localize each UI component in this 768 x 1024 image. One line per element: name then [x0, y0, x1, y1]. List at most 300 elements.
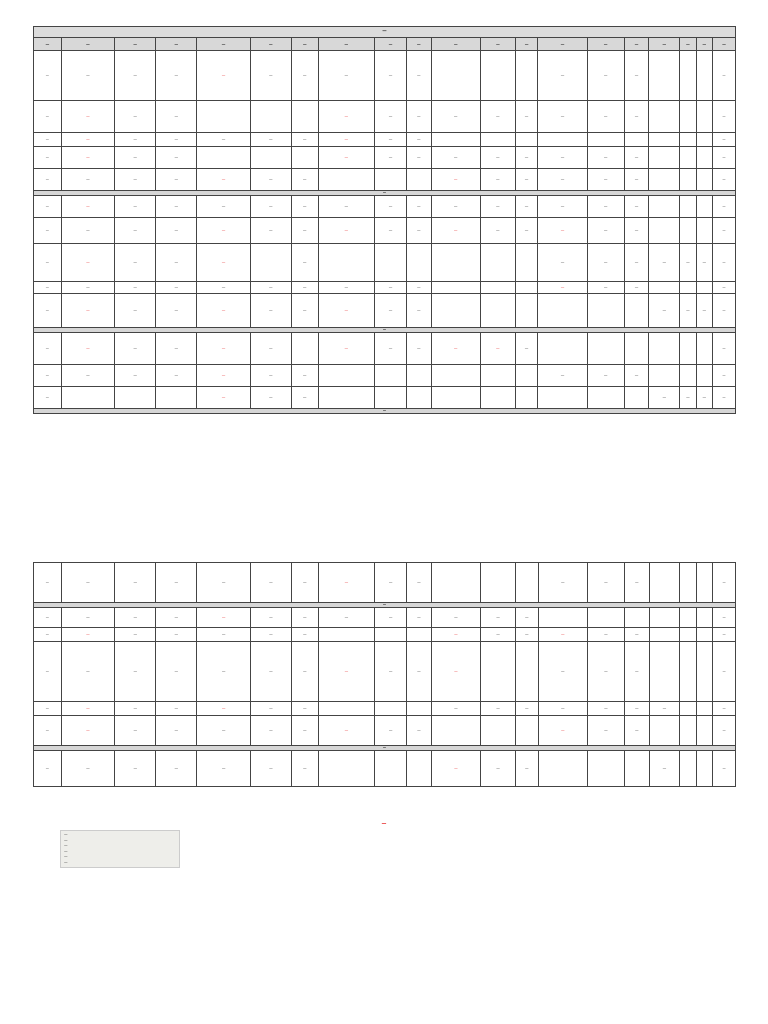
schedule-cell: [696, 333, 712, 365]
schedule-cell: [696, 51, 712, 101]
schedule-cell: —: [291, 716, 318, 746]
schedule-cell: —: [481, 608, 516, 628]
schedule-cell: —: [156, 169, 197, 191]
schedule-cell: [406, 387, 431, 409]
schedule-cell: —: [649, 244, 680, 282]
schedule-cell: —: [538, 282, 587, 294]
schedule-cell: —: [624, 628, 649, 642]
schedule-cell: —: [624, 218, 649, 244]
schedule-cell: —: [375, 563, 407, 603]
schedule-cell: —: [624, 702, 649, 716]
schedule-cell: [624, 751, 649, 787]
column-header: —: [480, 38, 515, 51]
schedule-cell: [480, 244, 515, 282]
schedule-cell: —: [156, 294, 197, 328]
day-cell: —: [34, 133, 62, 147]
schedule-row: [34, 716, 736, 746]
week-divider-text: —: [34, 328, 736, 333]
day-cell: —: [34, 244, 62, 282]
schedule-cell: —: [431, 147, 480, 169]
schedule-cell: [696, 608, 712, 628]
schedule-cell: [375, 387, 407, 409]
schedule-cell: —: [406, 218, 431, 244]
schedule-cell: —: [318, 101, 375, 133]
schedule-cell: [197, 101, 250, 133]
schedule-cell: —: [318, 282, 375, 294]
schedule-row: [34, 642, 736, 702]
schedule-cell: —: [291, 133, 318, 147]
schedule-cell: —: [115, 244, 156, 282]
schedule-cell: —: [250, 365, 291, 387]
schedule-cell: —: [480, 196, 515, 218]
column-header: —: [624, 38, 649, 51]
schedule-cell: —: [318, 608, 375, 628]
schedule-cell: [431, 282, 480, 294]
schedule-cell: —: [115, 133, 156, 147]
day-cell: —: [713, 333, 736, 365]
schedule-page-1: [0, 0, 768, 490]
schedule-cell: [538, 294, 587, 328]
schedule-cell: —: [538, 196, 587, 218]
schedule-cell: —: [375, 608, 407, 628]
schedule-cell: —: [515, 147, 538, 169]
schedule-cell: [250, 244, 291, 282]
legend-item: —: [64, 832, 68, 836]
day-cell: —: [34, 169, 62, 191]
schedule-cell: [649, 282, 680, 294]
schedule-cell: —: [680, 387, 696, 409]
schedule-cell: —: [318, 333, 375, 365]
schedule-page-2: [0, 562, 768, 1024]
schedule-cell: [375, 702, 407, 716]
schedule-cell: [587, 333, 624, 365]
schedule-cell: —: [375, 294, 407, 328]
schedule-cell: —: [197, 365, 250, 387]
schedule-cell: —: [431, 751, 480, 787]
schedule-cell: —: [431, 333, 480, 365]
schedule-cell: —: [61, 751, 114, 787]
day-cell: —: [713, 702, 736, 716]
schedule-cell: —: [431, 642, 480, 702]
schedule-cell: [156, 387, 197, 409]
schedule-row: [34, 51, 736, 101]
schedule-cell: —: [587, 702, 624, 716]
schedule-cell: —: [291, 563, 318, 603]
legend-item: —: [64, 859, 68, 864]
schedule-cell: [431, 563, 480, 603]
schedule-cell: —: [481, 751, 516, 787]
schedule-cell: [407, 628, 432, 642]
schedule-cell: —: [197, 333, 250, 365]
schedule-cell: —: [291, 387, 318, 409]
column-header: —: [115, 38, 156, 51]
schedule-cell: [480, 51, 515, 101]
schedule-cell: —: [156, 716, 197, 746]
schedule-cell: —: [61, 563, 114, 603]
schedule-cell: [649, 608, 680, 628]
schedule-cell: —: [61, 608, 114, 628]
schedule-cell: [680, 716, 696, 746]
schedule-cell: —: [291, 628, 318, 642]
schedule-cell: —: [291, 365, 318, 387]
schedule-cell: [515, 133, 538, 147]
schedule-cell: —: [156, 51, 197, 101]
schedule-cell: —: [406, 133, 431, 147]
schedule-cell: [649, 642, 680, 702]
schedule-cell: —: [649, 702, 680, 716]
schedule-cell: —: [407, 563, 432, 603]
schedule-cell: —: [375, 716, 407, 746]
schedule-cell: —: [61, 133, 114, 147]
schedule-cell: —: [538, 365, 587, 387]
schedule-cell: [696, 218, 712, 244]
schedule-cell: —: [156, 563, 197, 603]
schedule-cell: —: [538, 147, 587, 169]
schedule-cell: —: [291, 282, 318, 294]
schedule-cell: [649, 51, 680, 101]
schedule-cell: —: [115, 333, 156, 365]
schedule-cell: [431, 387, 480, 409]
schedule-cell: [480, 294, 515, 328]
schedule-cell: —: [538, 563, 587, 603]
schedule-cell: [696, 751, 712, 787]
schedule-cell: —: [515, 218, 538, 244]
schedule-cell: [515, 365, 538, 387]
column-header: —: [649, 38, 680, 51]
schedule-cell: —: [197, 702, 250, 716]
schedule-cell: —: [250, 51, 291, 101]
schedule-cell: —: [115, 563, 156, 603]
schedule-cell: —: [115, 147, 156, 169]
schedule-cell: —: [481, 702, 516, 716]
schedule-cell: [680, 282, 696, 294]
schedule-cell: —: [156, 133, 197, 147]
schedule-cell: —: [61, 282, 114, 294]
column-header: —: [318, 38, 375, 51]
schedule-cell: —: [624, 244, 649, 282]
schedule-cell: —: [406, 147, 431, 169]
schedule-cell: —: [61, 333, 114, 365]
schedule-cell: [431, 716, 480, 746]
schedule-cell: —: [115, 196, 156, 218]
schedule-cell: [406, 365, 431, 387]
day-cell: —: [713, 563, 736, 603]
schedule-cell: [318, 628, 375, 642]
column-header: —: [197, 38, 250, 51]
schedule-title: —: [34, 27, 736, 38]
column-header: —: [250, 38, 291, 51]
schedule-cell: [649, 101, 680, 133]
schedule-cell: —: [624, 563, 649, 603]
schedule-cell: [680, 196, 696, 218]
day-cell: —: [713, 282, 736, 294]
schedule-cell: —: [250, 751, 291, 787]
schedule-row: [34, 628, 736, 642]
schedule-cell: —: [61, 716, 114, 746]
schedule-cell: —: [515, 608, 538, 628]
header-row: [34, 38, 736, 51]
schedule-cell: [318, 702, 375, 716]
column-header: —: [34, 38, 62, 51]
schedule-cell: [587, 133, 624, 147]
day-cell: —: [713, 751, 736, 787]
schedule-cell: [680, 147, 696, 169]
schedule-cell: [61, 387, 114, 409]
schedule-cell: [680, 642, 696, 702]
schedule-cell: —: [250, 294, 291, 328]
schedule-cell: —: [624, 101, 649, 133]
schedule-cell: —: [156, 333, 197, 365]
day-cell: —: [34, 282, 62, 294]
schedule-cell: —: [375, 282, 407, 294]
schedule-cell: —: [624, 51, 649, 101]
schedule-cell: [318, 387, 375, 409]
schedule-cell: [318, 365, 375, 387]
week-divider-text: —: [34, 603, 736, 608]
schedule-cell: —: [515, 101, 538, 133]
schedule-cell: [481, 563, 516, 603]
schedule-cell: —: [197, 51, 250, 101]
schedule-cell: [250, 147, 291, 169]
schedule-cell: —: [61, 101, 114, 133]
schedule-cell: —: [480, 333, 515, 365]
schedule-cell: —: [318, 294, 375, 328]
day-cell: —: [713, 133, 736, 147]
schedule-cell: —: [480, 101, 515, 133]
schedule-cell: —: [250, 563, 291, 603]
schedule-cell: —: [406, 101, 431, 133]
schedule-cell: —: [115, 642, 156, 702]
schedule-cell: —: [538, 218, 587, 244]
schedule-cell: —: [197, 196, 250, 218]
schedule-cell: —: [480, 218, 515, 244]
schedule-cell: —: [197, 642, 250, 702]
day-cell: —: [713, 147, 736, 169]
schedule-cell: —: [515, 169, 538, 191]
schedule-cell: —: [587, 147, 624, 169]
schedule-cell: —: [624, 169, 649, 191]
schedule-cell: —: [649, 387, 680, 409]
schedule-cell: [291, 147, 318, 169]
schedule-cell: —: [407, 642, 432, 702]
schedule-cell: —: [318, 196, 375, 218]
column-header: —: [406, 38, 431, 51]
schedule-cell: —: [587, 244, 624, 282]
schedule-cell: [318, 751, 375, 787]
schedule-cell: [680, 365, 696, 387]
schedule-cell: —: [250, 716, 291, 746]
schedule-cell: [197, 147, 250, 169]
column-header: —: [696, 38, 712, 51]
schedule-cell: [649, 716, 680, 746]
day-cell: —: [713, 628, 736, 642]
schedule-cell: —: [250, 218, 291, 244]
schedule-row: [34, 133, 736, 147]
schedule-cell: —: [197, 751, 250, 787]
schedule-cell: —: [696, 294, 712, 328]
schedule-cell: [649, 365, 680, 387]
schedule-cell: —: [61, 628, 114, 642]
schedule-cell: [538, 333, 587, 365]
schedule-cell: —: [197, 169, 250, 191]
schedule-cell: —: [431, 101, 480, 133]
schedule-cell: —: [156, 282, 197, 294]
schedule-cell: —: [250, 628, 291, 642]
column-header: —: [61, 38, 114, 51]
schedule-cell: [649, 147, 680, 169]
day-cell: —: [713, 196, 736, 218]
schedule-cell: —: [649, 751, 680, 787]
schedule-cell: [680, 218, 696, 244]
schedule-cell: —: [431, 702, 480, 716]
day-cell: —: [34, 702, 62, 716]
schedule-cell: —: [61, 365, 114, 387]
schedule-cell: —: [587, 196, 624, 218]
schedule-cell: —: [291, 642, 318, 702]
schedule-cell: [375, 244, 407, 282]
day-cell: —: [713, 244, 736, 282]
schedule-row: [34, 218, 736, 244]
schedule-cell: —: [680, 244, 696, 282]
schedule-cell: —: [431, 608, 480, 628]
schedule-cell: —: [538, 716, 587, 746]
schedule-cell: —: [649, 294, 680, 328]
schedule-cell: —: [587, 628, 624, 642]
schedule-cell: —: [538, 642, 587, 702]
schedule-cell: —: [197, 628, 250, 642]
schedule-cell: [587, 294, 624, 328]
schedule-cell: —: [624, 365, 649, 387]
schedule-cell: [538, 133, 587, 147]
schedule-cell: —: [197, 244, 250, 282]
schedule-cell: —: [624, 147, 649, 169]
schedule-cell: —: [61, 642, 114, 702]
day-cell: —: [713, 218, 736, 244]
schedule-cell: —: [431, 196, 480, 218]
schedule-cell: —: [624, 282, 649, 294]
schedule-cell: [291, 101, 318, 133]
schedule-cell: —: [406, 333, 431, 365]
schedule-cell: —: [291, 196, 318, 218]
schedule-cell: —: [624, 716, 649, 746]
week-divider-text: —: [34, 746, 736, 751]
schedule-cell: —: [407, 716, 432, 746]
schedule-cell: —: [250, 196, 291, 218]
schedule-cell: —: [291, 751, 318, 787]
schedule-cell: —: [156, 218, 197, 244]
schedule-cell: [515, 282, 538, 294]
schedule-cell: —: [115, 282, 156, 294]
column-header: —: [538, 38, 587, 51]
day-cell: —: [34, 751, 62, 787]
schedule-row: [34, 608, 736, 628]
schedule-row: [34, 169, 736, 191]
legend-item: —: [64, 848, 68, 853]
schedule-cell: —: [375, 333, 407, 365]
column-header: —: [375, 38, 407, 51]
schedule-cell: —: [61, 244, 114, 282]
schedule-cell: —: [197, 563, 250, 603]
schedule-cell: [515, 244, 538, 282]
schedule-cell: —: [587, 282, 624, 294]
schedule-cell: [431, 365, 480, 387]
schedule-cell: —: [624, 642, 649, 702]
schedule-cell: —: [318, 51, 375, 101]
schedule-cell: —: [587, 563, 624, 603]
day-cell: —: [34, 642, 62, 702]
schedule-cell: [515, 294, 538, 328]
schedule-cell: —: [61, 51, 114, 101]
schedule-cell: —: [156, 642, 197, 702]
schedule-cell: —: [431, 628, 480, 642]
schedule-cell: [515, 642, 538, 702]
title-row: [34, 27, 736, 38]
schedule-cell: [624, 333, 649, 365]
day-cell: —: [713, 387, 736, 409]
schedule-cell: —: [587, 51, 624, 101]
schedule-cell: —: [115, 218, 156, 244]
schedule-cell: —: [115, 716, 156, 746]
schedule-cell: [431, 244, 480, 282]
schedule-cell: —: [61, 169, 114, 191]
schedule-cell: —: [406, 282, 431, 294]
schedule-cell: [696, 101, 712, 133]
schedule-cell: —: [318, 563, 375, 603]
schedule-cell: —: [587, 218, 624, 244]
schedule-cell: [431, 294, 480, 328]
schedule-cell: —: [515, 333, 538, 365]
schedule-row: [34, 751, 736, 787]
schedule-cell: —: [318, 147, 375, 169]
schedule-cell: —: [197, 608, 250, 628]
schedule-cell: [407, 751, 432, 787]
schedule-cell: [291, 333, 318, 365]
schedule-cell: —: [431, 218, 480, 244]
schedule-cell: —: [318, 133, 375, 147]
schedule-cell: —: [291, 51, 318, 101]
schedule-cell: [431, 51, 480, 101]
schedule-cell: [481, 716, 516, 746]
schedule-cell: —: [291, 608, 318, 628]
schedule-cell: [538, 608, 587, 628]
day-cell: —: [713, 608, 736, 628]
schedule-cell: —: [61, 702, 114, 716]
schedule-cell: —: [407, 608, 432, 628]
schedule-cell: [515, 387, 538, 409]
day-cell: —: [34, 628, 62, 642]
schedule-cell: [480, 365, 515, 387]
schedule-cell: [515, 51, 538, 101]
schedule-cell: —: [480, 147, 515, 169]
schedule-cell: [680, 702, 696, 716]
schedule-cell: —: [250, 169, 291, 191]
schedule-cell: —: [250, 387, 291, 409]
schedule-row: [34, 563, 736, 603]
schedule-cell: —: [61, 147, 114, 169]
schedule-cell: —: [197, 716, 250, 746]
column-header: —: [431, 38, 480, 51]
schedule-cell: —: [406, 196, 431, 218]
schedule-cell: [680, 563, 696, 603]
schedule-row: [34, 196, 736, 218]
schedule-cell: [680, 628, 696, 642]
schedule-cell: —: [156, 147, 197, 169]
schedule-table-page-1: [33, 26, 736, 414]
legend-item: —: [64, 837, 68, 842]
schedule-cell: [680, 169, 696, 191]
schedule-cell: [538, 387, 587, 409]
schedule-cell: —: [250, 642, 291, 702]
